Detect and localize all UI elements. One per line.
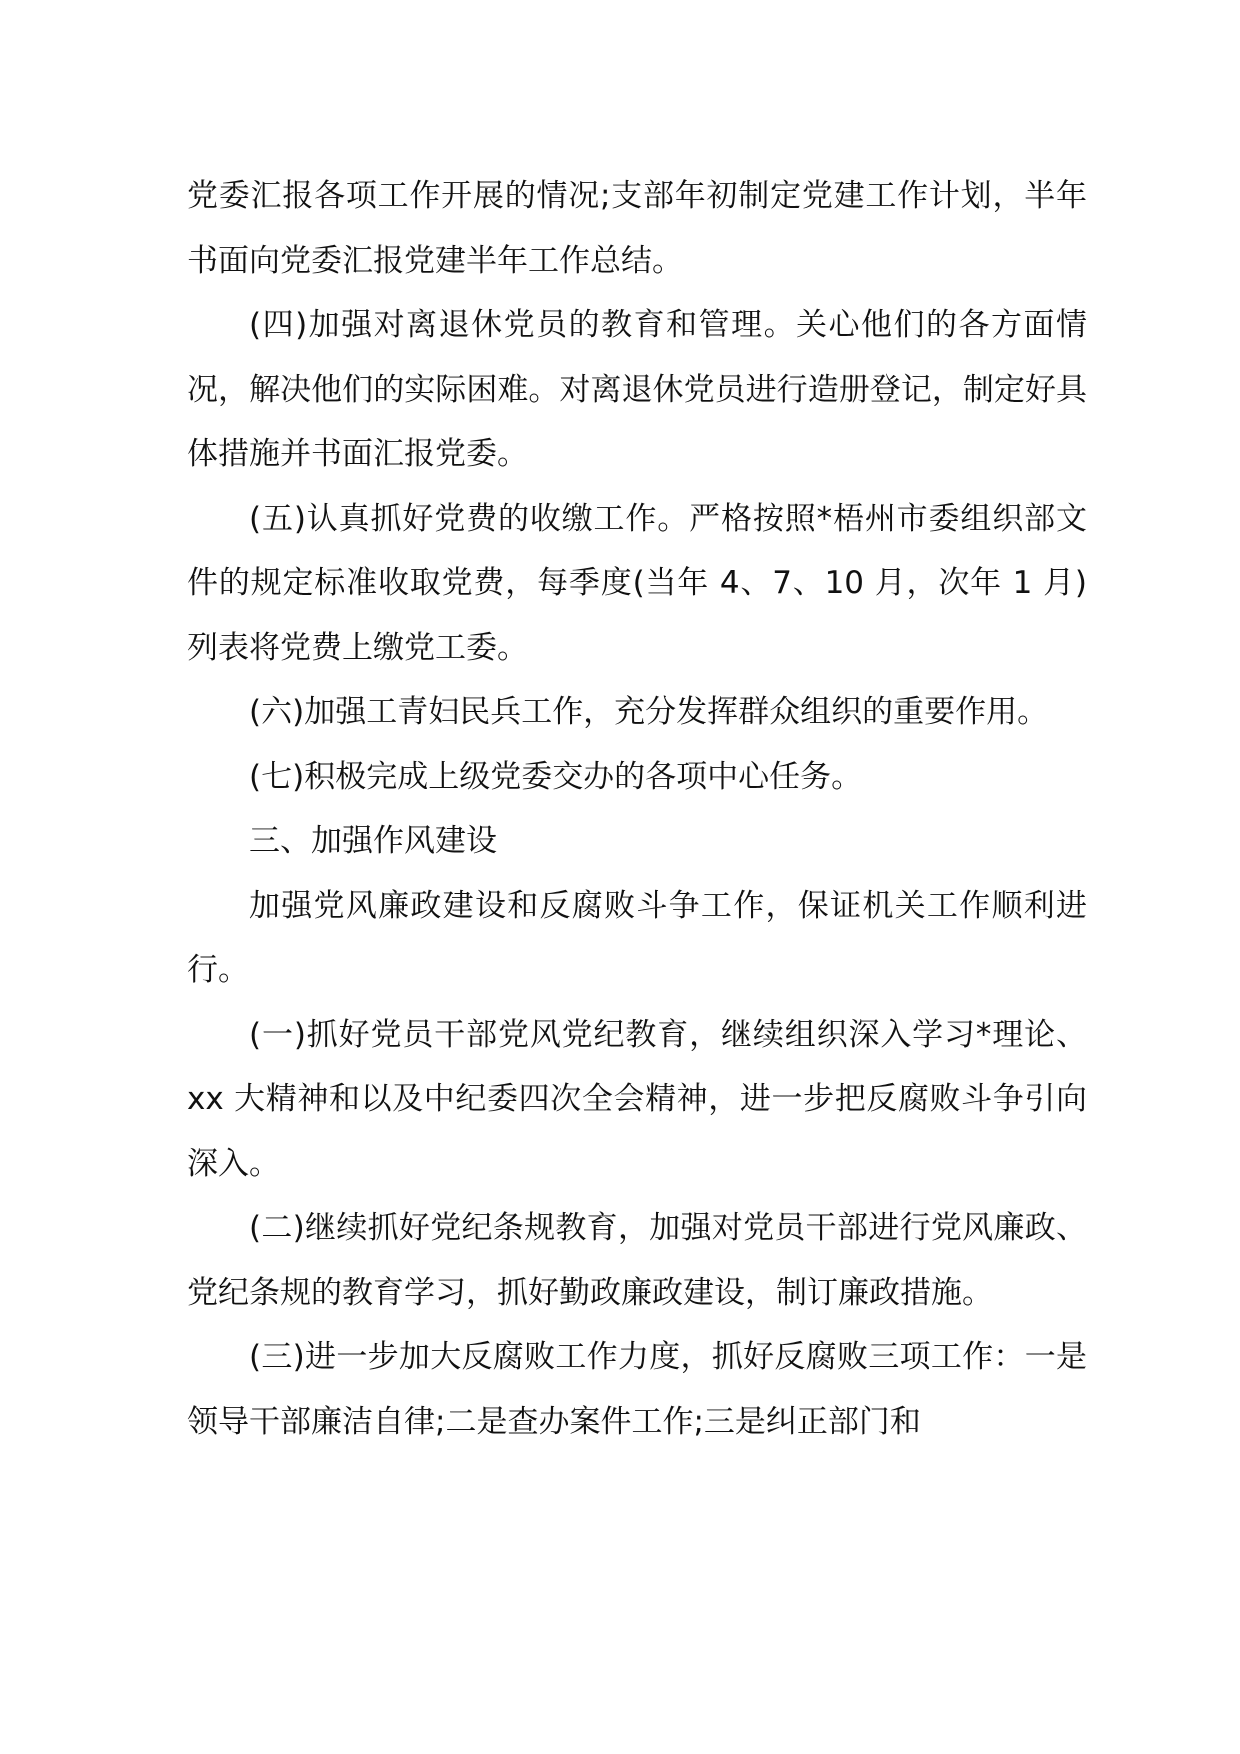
document-body — [187, 164, 1087, 1454]
paragraph: (六)加强工青妇民兵工作，充分发挥群众组织的重要作用。 — [249, 694, 1049, 730]
paragraph: (四)加强对离退休党员的教育和管理。关心他们的各方面情况，解决他们的实际困难。对离退休党员进行造册登记，制定好具体措施并书面汇报党委。 — [187, 307, 1087, 472]
section-heading: 三、加强作风建设 — [249, 823, 497, 859]
paragraph: (五)认真抓好党费的收缴工作。严格按照*梧州市委组织部文件的规定标准收取党费，每季度(当年 4、7、10 月，次年 1 月)列表将党费上缴党工委。 — [187, 500, 1087, 666]
paragraph: (二)继续抓好党纪条规教育，加强对党员干部进行党风廉政、党纪条规的教育学习，抓好勤政廉政建设，制订廉政措施。 — [187, 1210, 1087, 1311]
paragraph: (三)进一步加大反腐败工作力度，抓好反腐败三项工作：一是领导干部廉洁自律;二是查办案件工作;三是纠正部门和 — [187, 1339, 1087, 1440]
paragraph: (七)积极完成上级党委交办的各项中心任务。 — [249, 758, 863, 795]
paragraph: (一)抓好党员干部党风党纪教育，继续组织深入学习*理论、xx 大精神和以及中纪委四次全会精神，进一步把反腐败斗争引向深入。 — [187, 1016, 1087, 1182]
paragraph: 党委汇报各项工作开展的情况;支部年初制定党建工作计划，半年书面向党委汇报党建半年工作总结。 — [187, 178, 1087, 279]
paragraph: 加强党风廉政建设和反腐败斗争工作，保证机关工作顺利进行。 — [187, 887, 1087, 988]
